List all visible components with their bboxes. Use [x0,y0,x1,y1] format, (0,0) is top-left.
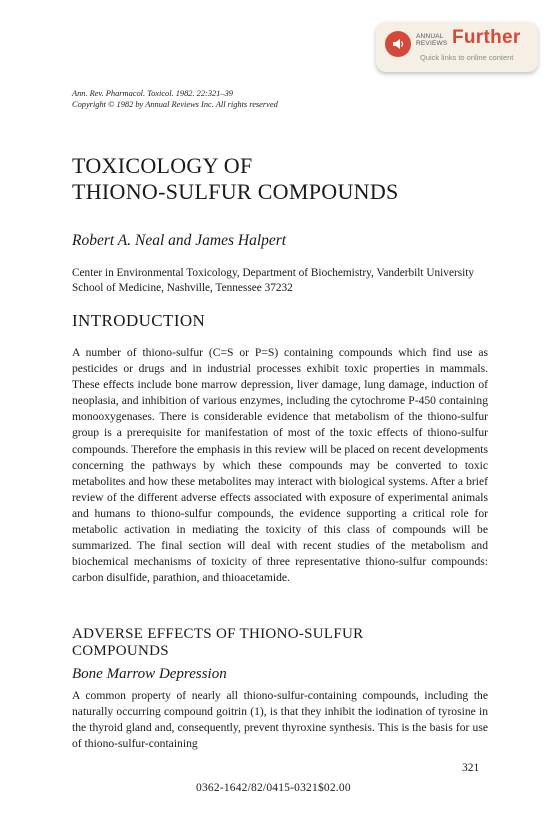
adverse-heading-line-2: COMPOUNDS [72,643,169,659]
authors: Robert A. Neal and James Halpert [72,232,287,249]
article-code: 0362-1642/82/0415-0321$02.00 [196,782,351,794]
adverse-effects-heading [72,626,432,660]
copyright-line: Copyright © 1982 by Annual Reviews Inc. All rights reserved [72,100,278,109]
adverse-heading-line-1: ADVERSE EFFECTS OF THIONO-SULFUR [72,626,364,642]
article-title [72,153,399,205]
citation-line-1: Ann. Rev. Pharmacol. Toxicol. 1982. 22:321–39 [72,89,233,98]
bone-marrow-subheading: Bone Marrow Depression [72,666,227,682]
further-label: Further [452,27,521,48]
bone-marrow-paragraph: A common property of nearly all thiono-sulfur-containing compounds, including the naturally occurring compound goitrin (1), is that they inhibit the iodination of tyrosine in the thyroid gland and, consequently, prevent thyroxine synthesis. This is the basis for use of thiono-sulfur-containing [72,689,488,751]
title-line-1: TOXICOLOGY OF [72,153,253,178]
speaker-icon [385,31,411,57]
further-badge[interactable] [376,22,538,72]
annual-reviews-label: ANNUAL REVIEWS [416,33,448,47]
further-subtitle: Quick links to online content [420,53,514,62]
affiliation: Center in Environmental Toxicology, Department of Biochemistry, Vanderbilt University School of Medicine, Nashville, Tennessee 37232 [72,267,475,294]
title-line-2: THIONO-SULFUR COMPOUNDS [72,179,399,204]
page-number: 321 [462,762,480,774]
introduction-paragraph: A number of thiono-sulfur (C=S or P=S) containing compounds which find use as pesticides or drugs and in industrial processes exhibit toxic properties in mammals. These effects include bone marrow depression, liver damage, lung damage, induction of neoplasia, and inhibition of various enzymes, including the cytochrome P-450 containing monooxygenases. There is considerable evidence that metabolism of the thiono-sulfur group is a prerequisite for manifestation of most of the toxic effects of thiono-sulfur compounds. Therefore the emphasis in this review will be placed on recent developments concerning the pathways by which these compounds may be converted to toxic metabolites and how these metabolites may interact with biological systems. After a brief review of the different adverse effects associated with exposure of experimental animals and humans to thiono-sulfur compounds, the evidence supporting a critical role for metabolic activation in mediating the toxicity of this class of compounds will be summarized. The final section will deal with recent studies of the metabolism and biochemical mechanisms of toxicity of three representative thiono-sulfur compounds: carbon disulfide, parathion, and thioacetamide. [72,346,488,585]
introduction-heading: INTRODUCTION [72,311,206,330]
journal-citation [72,88,278,110]
